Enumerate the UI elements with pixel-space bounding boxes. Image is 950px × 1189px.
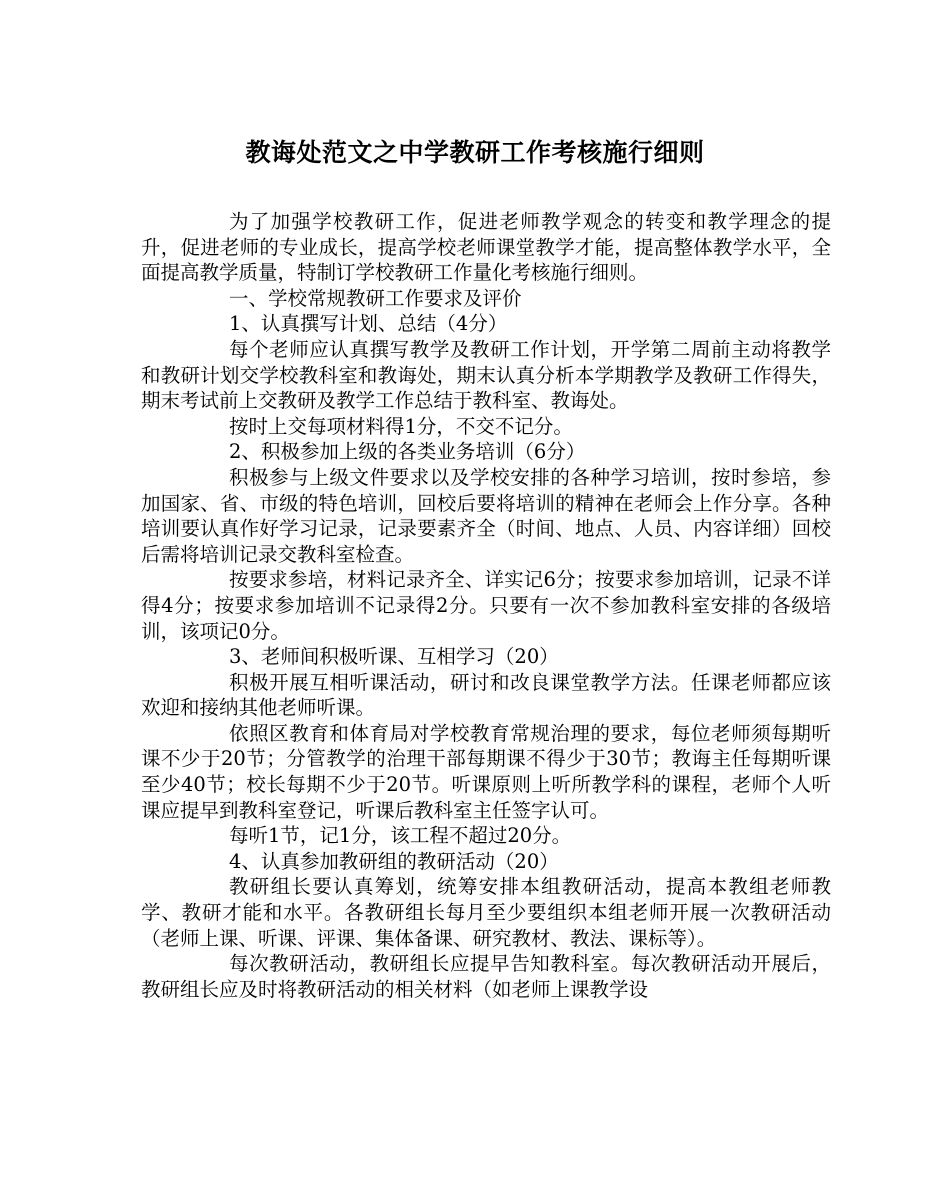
item-heading: 3、老师间积极听课、互相学习（20） (229, 645, 559, 669)
item-heading: 2、积极参加上级的各类业务培训（6分） (229, 440, 586, 464)
section-heading: 一、学校常规教研工作要求及评价 (229, 286, 522, 310)
body-paragraph: 依照区教育和体育局对学校教育常规治理的要求，每位老师须每期听课不少于20节；分管教学的治理干部每期课不得少于30节；教诲主任每期听课至少40节；校长每期不少于20节。听课原则上听所教学科的课程，老师个人听课应提早到教科室登记，听课后教科室主任签字认可。 (141, 721, 831, 822)
scoring-paragraph: 按要求参培，材料记录齐全、详实记6分；按要求参加培训，记录不详得4分；按要求参加培训不记录得2分。只要有一次不参加教科室安排的各级培训，该项记0分。 (141, 568, 831, 643)
document-title: 教诲处范文之中学教研工作考核施行细则 (245, 138, 705, 167)
item-heading: 4、认真参加教研组的教研活动（20） (229, 849, 559, 873)
scoring-paragraph: 每听1节，记1分，该工程不超过20分。 (229, 824, 572, 848)
body-paragraph: 每个老师应认真撰写教学及教研工作计划，开学第二周前主动将教学和教研计划交学校教科室和教诲处，期末认真分析本学期教学及教研工作得失，期末考试前上交教研及教学工作总结于教科室、教诲处。 (141, 337, 831, 413)
body-paragraph: 积极开展互相听课活动，研讨和改良课堂教学方法。任课老师都应该欢迎和接纳其他老师听课。 (141, 670, 831, 720)
document-body (141, 209, 831, 1002)
intro-paragraph: 为了加强学校教研工作，促进老师教学观念的转变和教学理念的提升，促进老师的专业成长，提高学校老师课堂教学才能，提高整体教学水平，全面提高教学质量，特制订学校教研工作量化考核施行细则。 (141, 210, 831, 285)
body-paragraph: 积极参与上级文件要求以及学校安排的各种学习培训，按时参培，参加国家、省、市级的特色培训，回校后要将培训的精神在老师会上作分享。各种培训要认真作好学习记录，记录要素齐全（时间、地点、人员、内容详细）回校后需将培训记录交教科室检查。 (141, 465, 831, 566)
body-paragraph: 每次教研活动，教研组长应提早告知教科室。每次教研活动开展后，教研组长应及时将教研活动的相关材料（如老师上课教学设 (141, 952, 831, 1001)
item-heading: 1、认真撰写计划、总结（4分） (229, 312, 508, 336)
body-paragraph: 教研组长要认真筹划，统筹安排本组教研活动，提高本教组老师教学、教研才能和水平。各教研组长每月至少要组织本组老师开展一次教研活动（老师上课、听课、评课、集体备课、研究教材、教法、课标等）。 (141, 875, 831, 950)
scoring-paragraph: 按时上交每项材料得1分，不交不记分。 (229, 414, 573, 438)
